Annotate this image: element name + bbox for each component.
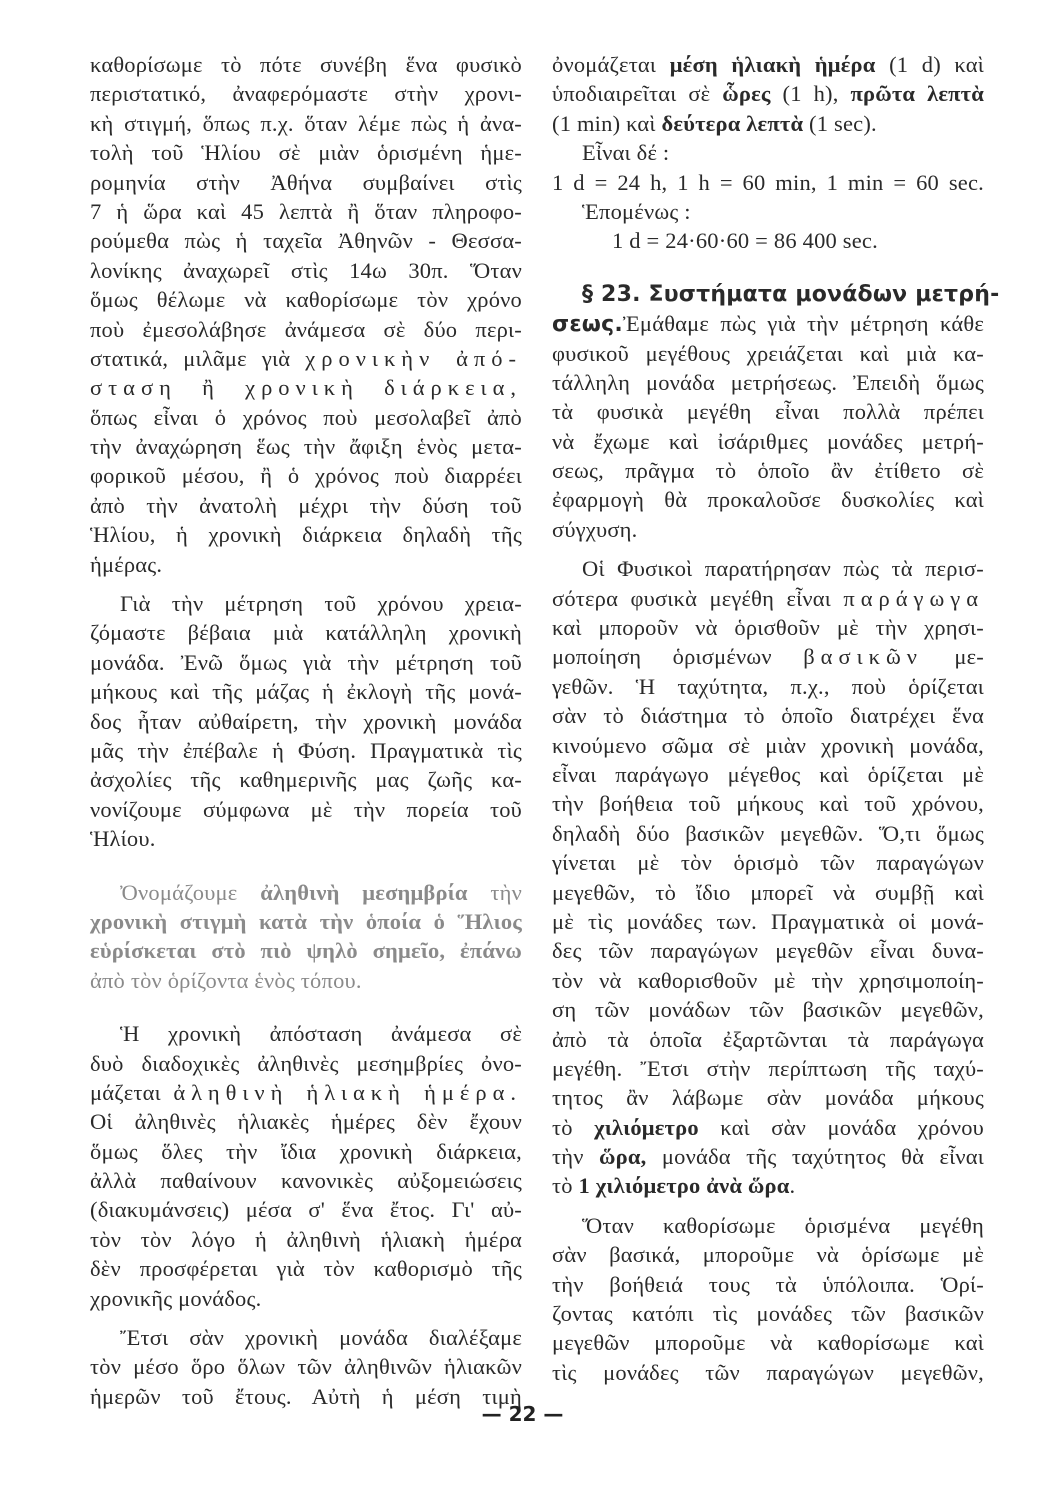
text-line: νὰ ἔχωμε καὶ ἰσάριθμες μονάδες μετρή- xyxy=(552,428,984,454)
text-line: ὅμως θέλωμε νὰ καθορίσωμε τὸν χρόνο xyxy=(90,287,522,313)
text-line: γεθῶν. Ἡ ταχύτητα, π.χ., ποὺ ὁρίζεται xyxy=(552,673,984,699)
right-column xyxy=(552,50,1000,1387)
text-line: γίνεται μὲ τὸν ὁρισμὸ τῶν παραγώγων xyxy=(552,850,984,876)
text-line: κὴ στιγμή, ὅπως π.χ. ὅταν λέμε πὼς ἡ ἀνα- xyxy=(90,110,522,136)
text-line: ρομηνία στὴν Ἀθήνα συμβαίνει στὶς xyxy=(90,169,522,195)
text-line: φορικοῦ μέσου, ἢ ὁ χρόνος ποὺ διαρρέει xyxy=(90,463,522,489)
text-line: τητος ἂν λάβωμε σὰν μονάδα μήκους xyxy=(552,1085,984,1111)
text-line: χρονικῆς μονάδος. xyxy=(90,1285,262,1311)
defined-term: 1 χιλιόμετρο ἀνὰ ὥρα xyxy=(578,1173,790,1199)
text-line: μάζεται ἀληθινὴ ἡλιακὴ ἡμέρα. xyxy=(90,1079,523,1105)
text-line: εὑρίσκεται στὸ πιὸ ψηλὸ σημεῖο, ἐπάνω xyxy=(90,938,522,964)
text-line: ρούμεθα πὼς ἡ ταχεῖα Ἀθηνῶν - Θεσσα- xyxy=(90,228,522,254)
text-line: σότερα φυσικὰ μεγέθη εἶναι παράγωγα xyxy=(552,585,985,611)
emphasized-term: χρονικὴν ἀπό- xyxy=(305,345,522,371)
defined-term: ὧρες xyxy=(722,81,771,107)
text-line: τὸ 1 χιλιόμετρο ἀνὰ ὥρα. xyxy=(552,1173,796,1199)
text-line: (διακυμάνσεις) μέσα σ' ἕνα ἔτος. Γι' αὐ- xyxy=(90,1197,522,1223)
equation-line: 1 d = 24 h, 1 h = 60 min, 1 min = 60 sec. xyxy=(552,169,984,195)
text-line: καθορίσωμε τὸ πότε συνέβη ἕνα φυσικὸ xyxy=(90,52,522,77)
paragraph-base-units xyxy=(552,1211,984,1387)
text-line: τὸν νὰ καθορισθοῦν μὲ τὴν χρησιμοποίη- xyxy=(552,967,984,993)
text-line: ἀπὸ τὸν ὁρίζοντα ἑνὸς τόπου. xyxy=(90,967,362,993)
text-line: μεγέθη. Ἔτσι στὴν περίπτωση τῆς ταχύ- xyxy=(552,1055,984,1081)
emphasized-term: ἀληθινὴ ἡλιακὴ ἡμέρα. xyxy=(173,1079,523,1105)
text-line: ὀνομάζεται μέση ἡλιακὴ ἡμέρα (1 d) καὶ xyxy=(552,52,985,77)
text-line: ἐφαρμογὴ θὰ προκαλοῦσε δυσκολίες καὶ xyxy=(552,487,984,513)
text-line: Ἔτσι σὰν χρονικὴ μονάδα διαλέξαμε xyxy=(120,1325,522,1351)
text-line: νονίζουμε σύμφωνα μὲ τὴν πορεία τοῦ xyxy=(90,796,522,822)
text-line: ζόμαστε βέβαια μιὰ κατάλληλη χρονικὴ xyxy=(90,620,522,646)
text-line: σὰν βασικά, μποροῦμε νὰ ὁρίσωμε μὲ xyxy=(552,1242,984,1268)
text-line: τὴν ἀναχώρηση ἕως τὴν ἄφιξη ἑνὸς μετα- xyxy=(90,434,522,460)
text-line: σὰν τὸ διάστημα τὸ ὁποῖο διατρέχει ἕνα xyxy=(552,703,984,729)
text-line: λονίκης ἀναχωρεῖ στὶς 14ω 30π. Ὅταν xyxy=(90,257,522,283)
emphasized-term: χρονικὴ διάρκεια, xyxy=(245,375,523,401)
text-line: μονάδα. Ἐνῶ ὅμως γιὰ τὴν μέτρηση τοῦ xyxy=(90,649,522,675)
defined-term: δεύτερα λεπτὰ xyxy=(661,110,804,136)
text-line: περιστατικό, ἀναφερόμαστε στὴν χρονι- xyxy=(90,81,522,107)
text-line: κινούμενο σῶμα σὲ μιὰν χρονικὴ μονάδα, xyxy=(552,732,984,758)
text-line: ποὺ ἐμεσολάβησε ἀνάμεσα σὲ δύο περι- xyxy=(90,316,522,342)
text-line: (1 min) καὶ δεύτερα λεπτὰ (1 sec). xyxy=(552,110,877,136)
paragraph-mean-day xyxy=(90,1323,522,1411)
text-line: Οἱ Φυσικοὶ παρατήρησαν πὼς τὰ περισ- xyxy=(582,556,984,582)
page-number: — 22 — xyxy=(481,1402,564,1426)
text-line: ὅπως εἶναι ὁ χρόνος ποὺ μεσολαβεῖ ἀπὸ xyxy=(90,404,522,430)
text-line: ὑποδιαιρεῖται σὲ ὧρες (1 h), πρῶτα λεπτὰ xyxy=(552,81,984,107)
text-line: καὶ μποροῦν νὰ ὁρισθοῦν μὲ τὴν χρησι- xyxy=(552,615,984,641)
text-line: τὸν μέσο ὅρο ὅλων τῶν ἀληθινῶν ἡλιακῶν xyxy=(90,1354,522,1380)
text-line: τολὴ τοῦ Ἡλίου σὲ μιὰν ὁρισμένη ἡμε- xyxy=(90,140,522,166)
text-line: δος ἦταν αὐθαίρετη, τὴν χρονικὴ μονάδα xyxy=(90,708,522,734)
text-line: σεως.Ἐμάθαμε πὼς γιὰ τὴν μέτρηση κάθε xyxy=(552,311,984,338)
text-line: ἀπὸ τὴν ἀνατολὴ μέχρι τὴν δύση τοῦ xyxy=(90,492,522,518)
text-line: τὸν τὸν λόγο ἡ ἀληθινὴ ἡλιακὴ ἡμέρα xyxy=(90,1226,522,1252)
defined-term: ὥρα, xyxy=(599,1144,647,1170)
text-line: ἀπὸ τὰ ὁποῖα ἐξαρτῶνται τὰ παράγωγα xyxy=(552,1026,984,1052)
text-line: μεγεθῶν, τὸ ἴδιο μπορεῖ νὰ συμβῇ καὶ xyxy=(552,879,984,905)
emphasized-term: παράγωγα xyxy=(843,585,985,611)
paragraph-mean-solar-day xyxy=(552,50,984,256)
text-line: Ἡλίου, ἡ χρονικὴ διάρκεια δηλαδὴ τῆς xyxy=(90,522,522,548)
text-line: ση τῶν μονάδων τῶν βασικῶν μεγεθῶν, xyxy=(552,997,984,1023)
text-line: μεγεθῶν μποροῦμε νὰ καθορίσωμε καὶ xyxy=(552,1330,984,1356)
paragraph-derived-quantities xyxy=(552,554,984,1201)
text-line: τάλληλη μονάδα μετρήσεως. Ἐπειδὴ ὅμως xyxy=(552,369,984,395)
text-line: δὲν προσφέρεται γιὰ τὸν καθορισμὸ τῆς xyxy=(90,1256,522,1282)
text-line: σταση ἢ χρονικὴ διάρκεια, xyxy=(90,375,523,401)
text-line: ἡμερῶν τοῦ ἔτους. Αὐτὴ ἡ μέση τιμὴ xyxy=(90,1383,522,1409)
text-line: ὅμως ὅλες τὴν ἴδια χρονικὴ διάρκεια, xyxy=(90,1138,522,1164)
section-heading: σεως. xyxy=(552,312,623,338)
text-line: σύγχυση. xyxy=(552,516,638,542)
defined-term: χιλιόμετρο xyxy=(594,1114,699,1140)
text-line: τὰ φυσικὰ μεγέθη εἶναι πολλὰ πρέπει xyxy=(552,399,984,425)
text-line: τὴν βοήθειά τους τὰ ὑπόλοιπα. Ὁρί- xyxy=(552,1271,984,1297)
text-line: τὴν βοήθεια τοῦ μήκους καὶ τοῦ χρόνου, xyxy=(552,791,984,817)
text-line: Ὀνομάζουμε ἀληθινὴ μεσημβρία τὴν xyxy=(120,879,523,905)
text-line: Γιὰ τὴν μέτρηση τοῦ χρόνου χρεια- xyxy=(120,591,522,617)
section-heading: § 23. Συστήματα μονάδων μετρή- xyxy=(582,281,1000,307)
text-line: ἀλλὰ παθαίνουν κανονικὲς αὐξομειώσεις xyxy=(90,1168,522,1194)
text-line: μήκους καὶ τῆς μάζας ἡ ἐκλογὴ τῆς μονά- xyxy=(90,679,522,705)
text-line: Ἡλίου. xyxy=(90,826,156,852)
text-line: μᾶς τὴν ἐπέβαλε ἡ Φύση. Πραγματικὰ τὶς xyxy=(90,737,522,763)
emphasized-term: βασικῶν xyxy=(803,644,923,670)
text-line: Οἱ ἀληθινὲς ἡλιακὲς ἡμέρες δὲν ἔχουν xyxy=(90,1109,522,1135)
paragraph-true-solar-day xyxy=(90,1019,522,1313)
text-line: Ὅταν καθορίσωμε ὁρισμένα μεγέθη xyxy=(582,1212,984,1238)
text-line: ἀσχολίες τῆς καθημερινῆς μας ζωῆς κα- xyxy=(90,767,522,793)
text-line: εἶναι παράγωγο μέγεθος καὶ ὁρίζεται μὲ xyxy=(552,761,984,787)
text-line: τὸ χιλιόμετρο καὶ σὰν μονάδα χρόνου xyxy=(552,1114,984,1140)
text-line: μὲ τὶς μονάδες των. Πραγματικὰ οἱ μονά- xyxy=(552,908,984,934)
text-line: χρονικὴ στιγμὴ κατὰ τὴν ὁποία ὁ Ἥλιος xyxy=(90,908,522,934)
text-line: Εἶναι δέ : xyxy=(582,140,670,166)
left-column xyxy=(90,50,522,1411)
text-line: μοποίηση ὁρισμένων βασικῶν με- xyxy=(552,644,984,670)
definition-true-noon xyxy=(90,878,522,996)
text-line: τὶς μονάδες τῶν παραγώγων μεγεθῶν, xyxy=(552,1359,984,1385)
section-23-unit-systems xyxy=(552,280,1000,545)
text-line: στατικά, μιλᾶμε γιὰ χρονικὴν ἀπό- xyxy=(90,345,522,371)
text-line: Ἡ χρονικὴ ἀπόσταση ἀνάμεσα σὲ xyxy=(120,1021,522,1047)
text-line: Ἑπομένως : xyxy=(582,198,691,224)
equation-line: 1 d = 24·60·60 = 86 400 sec. xyxy=(612,228,878,254)
text-line: ζοντας κατόπι τὶς μονάδες τῶν βασικῶν xyxy=(552,1301,984,1327)
text-line: ἡμέρας. xyxy=(90,551,163,577)
paragraph-time-unit xyxy=(90,589,522,854)
text-line: δυὸ διαδοχικὲς ἀληθινὲς μεσημβρίες ὀνο- xyxy=(90,1050,522,1076)
text-line: φυσικοῦ μεγέθους χρειάζεται καὶ μιὰ κα- xyxy=(552,340,984,366)
text-line: τὴν ὥρα, μονάδα τῆς ταχύτητος θὰ εἶναι xyxy=(552,1144,984,1170)
text-line: δες τῶν παραγώγων μεγεθῶν εἶναι δυνα- xyxy=(552,938,984,964)
defined-term: μέση ἡλιακὴ ἡμέρα xyxy=(669,52,876,77)
defined-term: ἀληθινὴ μεσημβρία xyxy=(260,879,468,905)
text-line: 7 ἡ ὥρα καὶ 45 λεπτὰ ἢ ὅταν πληροφο- xyxy=(90,198,522,224)
defined-term: πρῶτα λεπτὰ xyxy=(850,81,984,107)
text-line: δηλαδὴ δύο βασικῶν μεγεθῶν. Ὅ,τι ὅμως xyxy=(552,820,984,846)
text-line: σεως, πρᾶγμα τὸ ὁποῖο ἂν ἐτίθετο σὲ xyxy=(552,458,984,484)
paragraph-time-instants xyxy=(90,50,522,579)
emphasized-term: σταση xyxy=(90,375,177,401)
